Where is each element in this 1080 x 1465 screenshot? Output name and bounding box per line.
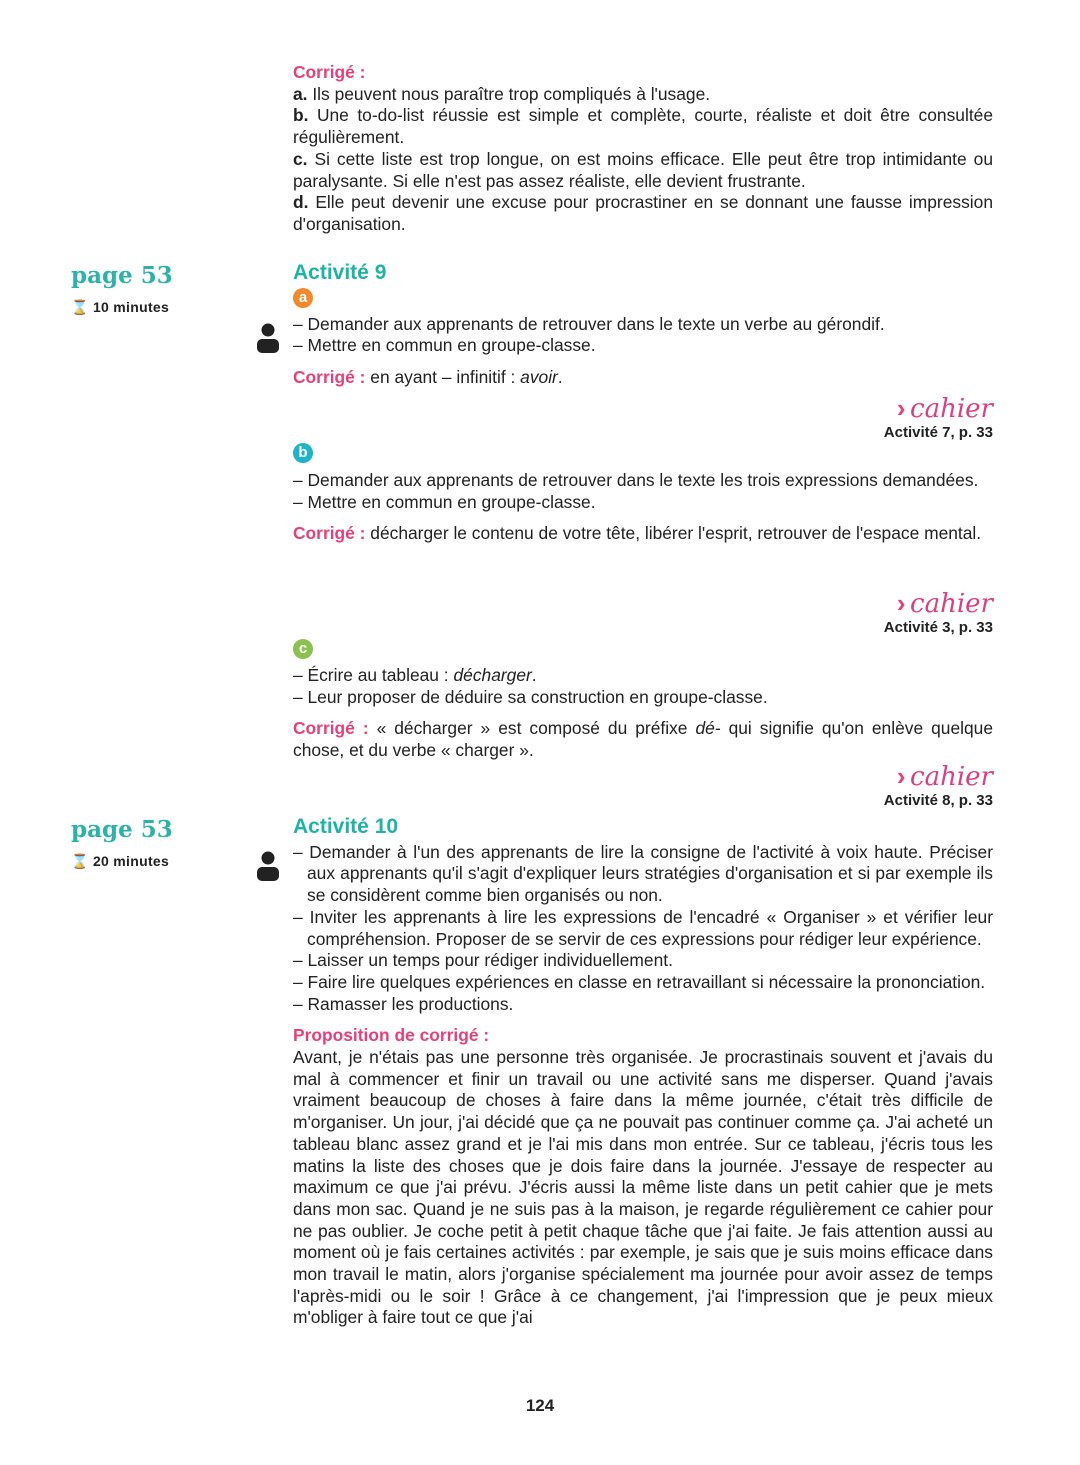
page-number: 124 <box>525 1396 555 1415</box>
activity-title: Activité 9 <box>293 261 387 284</box>
step: – Demander aux apprenants de retrouver dans le texte un verbe au gérondif. <box>293 313 885 334</box>
cahier-ref-c: › cahier Activité 8, p. 33 <box>883 761 993 809</box>
activity-title: Activité 10 <box>293 815 399 838</box>
hourglass-icon: ⌛ <box>71 299 89 315</box>
activity9 <box>293 262 993 389</box>
duration: ⌛ 20 minutes <box>71 853 170 869</box>
page-ref: page 53 <box>71 262 173 289</box>
chevron-right-icon: › <box>896 393 906 423</box>
badge-b: b <box>293 443 313 463</box>
person-icon <box>257 851 279 881</box>
hourglass-icon: ⌛ <box>71 853 89 869</box>
step: – Mettre en commun en groupe-classe. <box>293 335 596 356</box>
step: – Demander à l'un des apprenants de lire la consigne de l'activité à voix haute. Préciser aux apprenants qu'il s'agit d'expliquer leurs stratégies d'organisation et si par exemple ils se considèrent comme bien organisés ou non. <box>293 841 993 906</box>
page-ref: page 53 <box>71 816 173 843</box>
activity10 <box>293 816 993 1329</box>
step: – Laisser un temps pour rédiger individuellement. <box>293 950 673 971</box>
corrige: Corrigé : en ayant – infinitif : avoir. <box>293 367 563 388</box>
step: – Mettre en commun en groupe-classe. <box>293 491 596 512</box>
activity9-b <box>293 441 993 545</box>
cahier-ref-a: › cahier Activité 7, p. 33 <box>883 393 993 441</box>
corrige-item: d. Elle peut devenir une excuse pour procrastiner en se donnant une fausse impression d'organisation. <box>293 192 993 234</box>
proposition-label: Proposition de corrigé : <box>293 1025 490 1046</box>
cahier-ref-b: › cahier Activité 3, p. 33 <box>883 588 993 636</box>
step: – Inviter les apprenants à lire les expressions de l'encadré « Organiser » et vérifier leur compréhension. Proposer de se servir de ces expressions pour rédiger leur expérience. <box>293 906 993 949</box>
activity9-side <box>71 262 173 316</box>
person-icon <box>257 323 279 353</box>
step: – Leur proposer de déduire sa construction en groupe-classe. <box>293 686 768 707</box>
step: – Faire lire quelques expériences en classe en retravaillant si nécessaire la prononciation. <box>293 971 986 992</box>
corrige-item: c. Si cette liste est trop longue, on est moins efficace. Elle peut être trop intimidante ou paralysante. Si elle n'est pas assez réaliste, elle devient frustrante. <box>293 148 993 191</box>
activity10-side <box>71 816 173 870</box>
badge-c: c <box>293 639 313 659</box>
corrige-item: b. Une to-do-list réussie est simple et complète, courte, réaliste et doit être consultée régulièrement. <box>293 105 993 148</box>
proposition-text: Avant, je n'étais pas une personne très organisée. Je procrastinais souvent et j'avais du mal à commencer et finir un travail ou une activité sans me disperser. Quand j'avais vraiment beaucoup de choses à faire dans la même journée, c'était très difficile de m'organiser. Un jour, j'ai décidé que ça ne pouvait pas continuer comme ça. J'ai acheté un tableau blanc assez grand et je l'ai mis dans mon entrée. Sur ce tableau, j'écris tous les matins la liste des choses que je dois faire dans la journée. J'essaye de respecter au maximum ce que j'ai prévu. J'écris aussi la même liste dans un petit cahier que je mets dans mon sac. Quand je ne suis pas à la maison, je regarde régulièrement ce cahier pour ne pas oublier. Je coche petit à petit chaque tâche que j'ai faite. Je fais attention aussi au moment où je fais certaines activités : par exemple, je sais que je suis moins efficace dans mon travail le matin, alors j'organise spécialement ma journée pour avoir assez de temps l'après-midi ou le soir ! Grâce à ce changement, j'ai l'impression que je peux mieux m'obliger à faire tout ce que j'ai <box>293 1047 993 1328</box>
step: – Ramasser les productions. <box>293 993 514 1014</box>
badge-a: a <box>293 288 313 308</box>
activity9-c <box>293 637 993 762</box>
top-corrige <box>293 62 993 236</box>
duration: ⌛ 10 minutes <box>71 299 170 315</box>
corrige: Corrigé : « décharger » est composé du préfixe dé- qui signifie qu'on enlève quelque chose, et du verbe « charger ». <box>293 718 993 761</box>
chevron-right-icon: › <box>896 588 906 618</box>
step: – Écrire au tableau : décharger. <box>293 665 537 685</box>
chevron-right-icon: › <box>896 761 906 791</box>
corrige-item: a. Ils peuvent nous paraître trop compliqués à l'usage. <box>293 83 711 104</box>
corrige-label: Corrigé : <box>293 62 366 82</box>
step: – Demander aux apprenants de retrouver dans le texte les trois expressions demandées. <box>293 470 979 490</box>
corrige: Corrigé : décharger le contenu de votre tête, libérer l'esprit, retrouver de l'espace mental. <box>293 523 982 544</box>
